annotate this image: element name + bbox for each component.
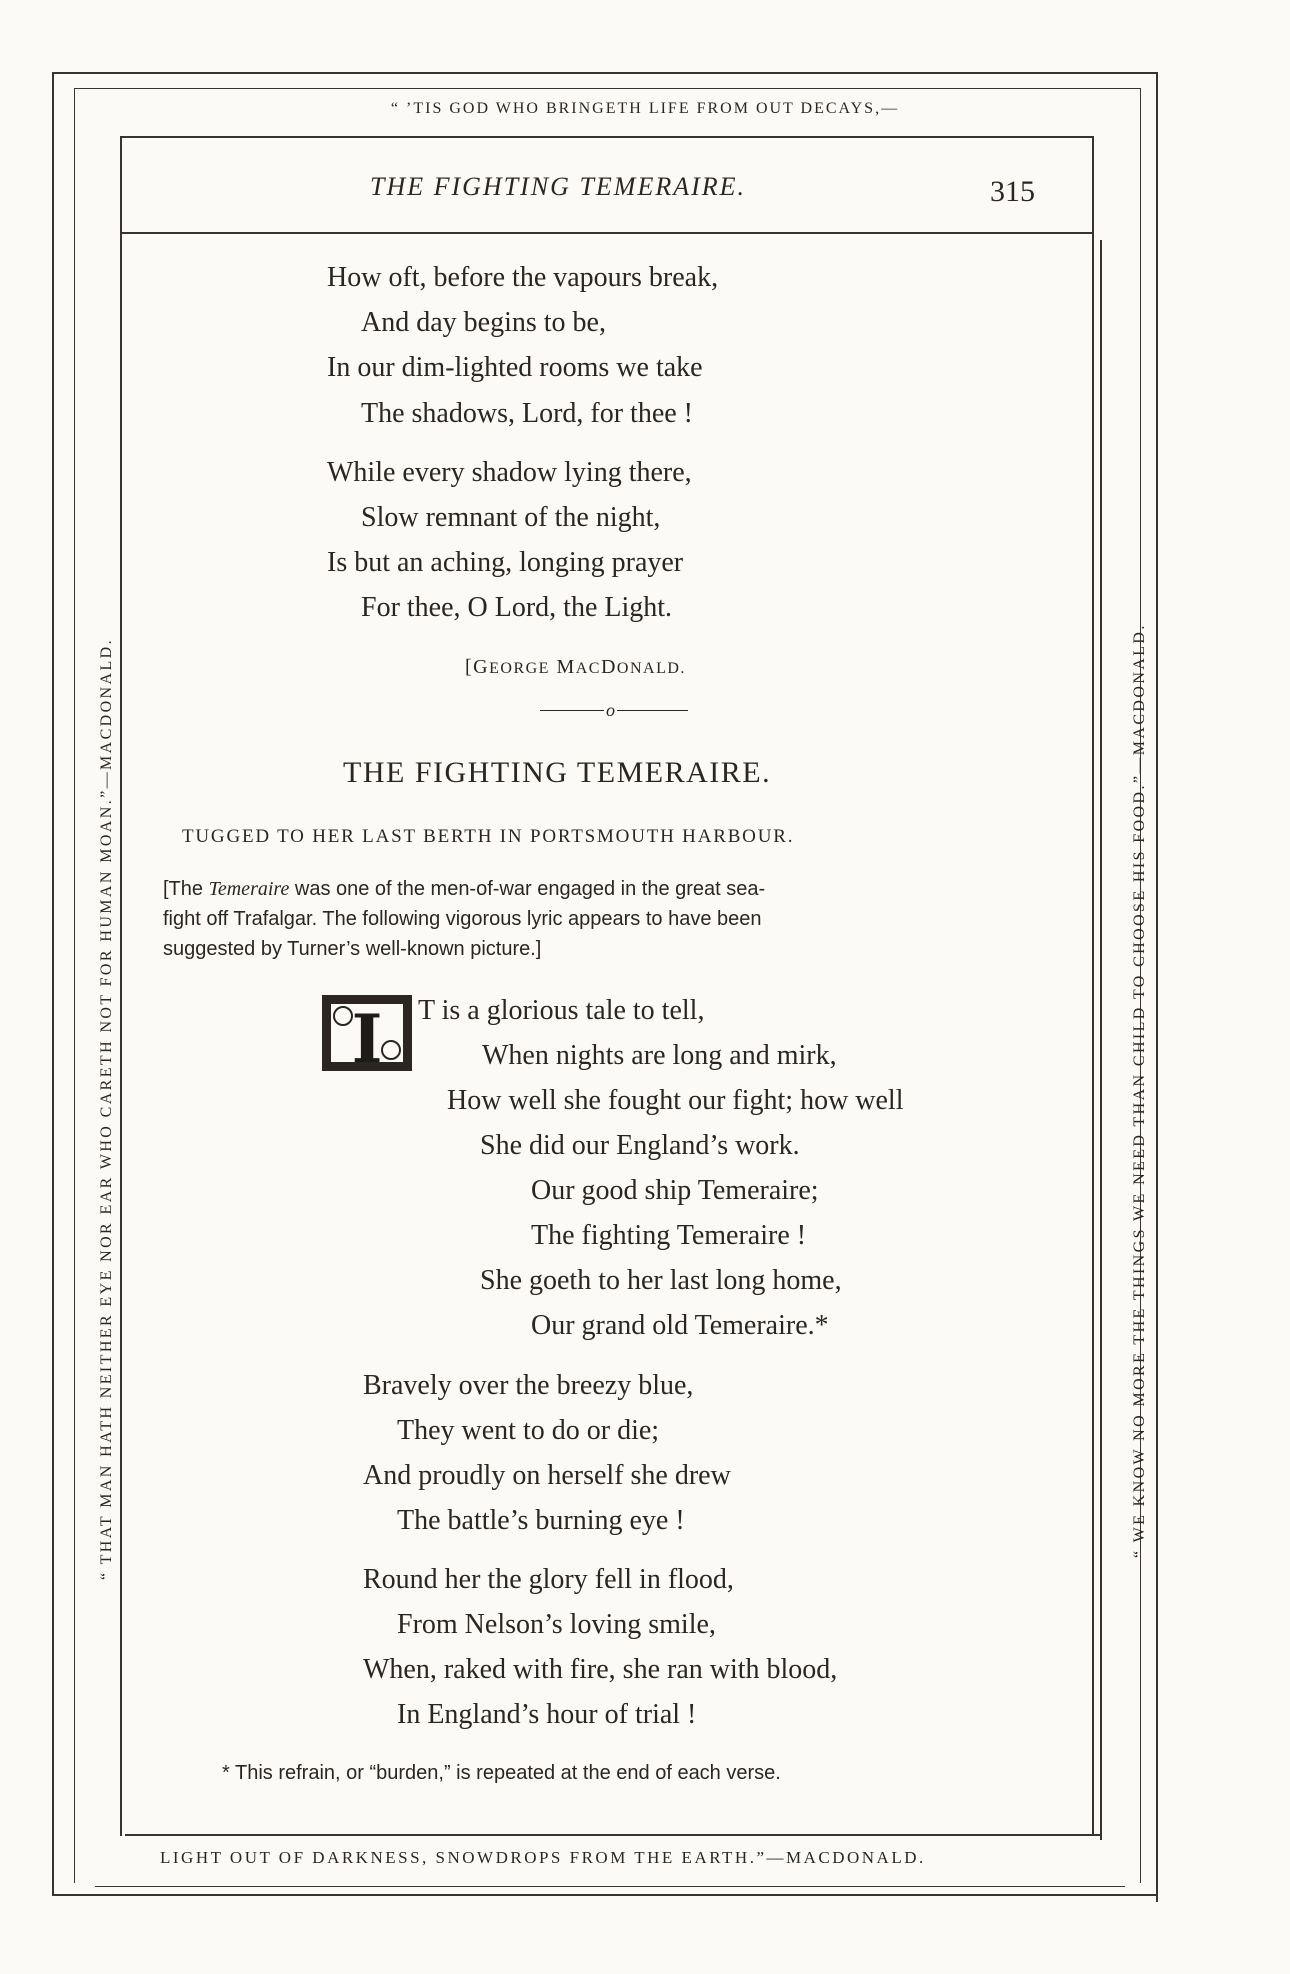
bottom-border-quote: LIGHT OUT OF DARKNESS, SNOWDROPS FROM THE EARTH.”—MACDONALD.: [160, 1848, 926, 1867]
poem-line: The fighting Temeraire !: [531, 1220, 807, 1251]
signature-initial: M: [549, 656, 576, 678]
signature-bracket: [G: [465, 656, 490, 678]
note-line: suggested by Turner’s well-known picture.]: [163, 938, 542, 960]
left-border-quote: “ THAT MAN HATH NEITHER EYE NOR EAR WHO CARETH NOT FOR HUMAN MOAN.”—MACDONALD.: [98, 638, 115, 1580]
poem-line: And proudly on herself she drew: [363, 1460, 731, 1491]
right-border-quote: “ WE KNOW NO MORE THE THINGS WE NEED THAN CHILD TO CHOOSE HIS FOOD.”—MACDONALD.: [1131, 623, 1148, 1558]
poem-line: How oft, before the vapours break,: [327, 262, 719, 293]
poem-line: Is but an aching, longing prayer: [327, 547, 684, 578]
poem-line: The battle’s burning eye !: [397, 1505, 685, 1536]
poem-line: Our grand old Temeraire.*: [531, 1310, 829, 1341]
editorial-note: [163, 874, 1063, 964]
footnote: * This refrain, or “burden,” is repeated at the end of each verse.: [222, 1762, 781, 1784]
frame-outer-bottom-inner: [95, 1886, 1125, 1887]
top-border-quote: “ ’TIS GOD WHO BRINGETH LIFE FROM OUT DECAYS,—: [390, 100, 900, 117]
poem-line: T is a glorious tale to tell,: [418, 995, 705, 1026]
drop-cap-letter: I: [351, 1000, 383, 1078]
header-separator: [120, 232, 1094, 234]
author-signature: [465, 656, 686, 679]
frame-inner-left: [74, 88, 75, 1883]
poem-line: They went to do or die;: [397, 1415, 660, 1446]
signature-small-caps: ONALD.: [616, 660, 686, 677]
frame-outer-bottom: [52, 1894, 1158, 1896]
note-line: fight off Trafalgar. The following vigorous lyric appears to have been: [163, 908, 762, 930]
page-number: 315: [990, 175, 1035, 208]
panel-left-rule: [120, 136, 122, 1836]
poem-line: In England’s hour of trial !: [397, 1699, 697, 1730]
poem-line: How well she fought our fight; how well: [447, 1085, 904, 1116]
poem-line: Slow remnant of the night,: [361, 502, 661, 533]
poem-line: She did our England’s work.: [480, 1130, 800, 1161]
signature-initial: D: [600, 656, 617, 678]
frame-outer-top: [52, 72, 1158, 74]
poem-line: For thee, O Lord, the Light.: [361, 592, 673, 623]
note-open: [The: [163, 878, 209, 900]
poem-title: THE FIGHTING TEMERAIRE.: [343, 756, 772, 789]
drop-cap-frame: [330, 1000, 404, 1078]
frame-outer-left: [52, 72, 54, 1896]
panel-top-rule: [120, 136, 1094, 138]
signature-small-caps: AC: [575, 660, 601, 677]
poem-line: While every shadow lying there,: [327, 457, 692, 488]
poem-line: From Nelson’s loving smile,: [397, 1609, 716, 1640]
poem-line: Our good ship Temeraire;: [531, 1175, 819, 1206]
frame-inner-top: [74, 88, 1141, 89]
panel-right-rule: [1092, 136, 1094, 1836]
poem-line: In our dim-lighted rooms we take: [327, 352, 703, 383]
poem-line: The shadows, Lord, for thee !: [361, 398, 694, 429]
signature-small-caps: EORGE: [489, 660, 550, 677]
note-italic-name: Temeraire: [208, 878, 290, 900]
panel-right-rule-2: [1100, 240, 1102, 1840]
poem-line: Round her the glory fell in flood,: [363, 1564, 734, 1595]
note-line: [163, 874, 1063, 904]
poem-line: Bravely over the breezy blue,: [363, 1370, 694, 1401]
frame-outer-right: [1156, 72, 1158, 1902]
poem-line: She goeth to her last long home,: [480, 1265, 842, 1296]
section-separator-ornament: o: [606, 700, 615, 720]
note-line-rest: was one of the men-of-war engaged in the great sea-: [289, 878, 766, 900]
poem-subtitle: TUGGED TO HER LAST BERTH IN PORTSMOUTH HARBOUR.: [182, 826, 795, 847]
poem-line: And day begins to be,: [361, 307, 606, 338]
drop-cap-ornament: [322, 995, 412, 1078]
poem-line: When, raked with fire, she ran with blood,: [363, 1654, 838, 1685]
poem-line: When nights are long and mirk,: [482, 1040, 837, 1071]
running-head: THE FIGHTING TEMERAIRE.: [370, 172, 747, 201]
panel-bottom-rule: [125, 1834, 1101, 1836]
